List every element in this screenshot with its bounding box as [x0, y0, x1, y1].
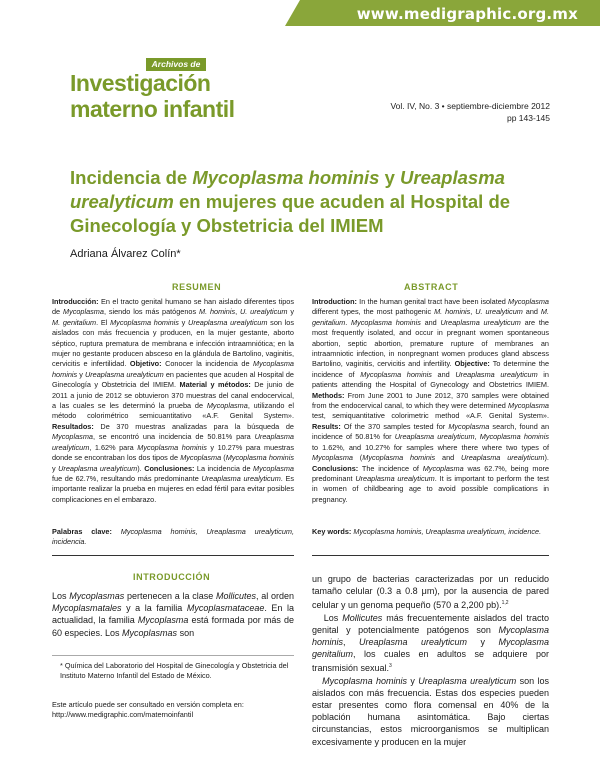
article-title: [70, 166, 550, 238]
pages-line: pp 143-145: [506, 113, 550, 123]
intro-col1: Los Mycoplasmas pertenecen a la clase Mollicutes, al orden Mycoplasmatales y a la familia Mycoplasmataceae. En la actualidad, la familia Mycoplasma está formada por más de 60 especies. Los Mycoplasmas son: [52, 591, 295, 638]
journal-name-line1: Investigación: [70, 70, 211, 96]
abstract-keywords: [312, 527, 549, 537]
volume-line: Vol. IV, No. 3 • septiembre-diciembre 2012: [390, 101, 550, 111]
resumen-rule: [52, 555, 294, 556]
intro-col2: un grupo de bacterias caracterizadas por un reducido tamaño celular (0.3 a 0.8 μm), por la ausencia de pared celular y un genoma pequeño (570 a 2,200 pb).$^{1,2}$ Los Mollicutes más frecuentemente aislados del tracto genital y potencialmente patógenos son Mycoplasma hominis, Ureaplasma urealyticum y Mycoplasma genitalium, los cuales en adultos se adquiere por transmisión sexual.$^3$ Mycoplasma hominis y Ureaplasma urealyticum son los aislados con más frecuencia. Estas dos especies pueden estar presentes como flora comensal en 40% de la población humana asintomática. Bajo ciertas circunstancias, estos microorganismos se multiplican excesivamente y producen en la mujer: [312, 574, 550, 747]
issue-info: [390, 100, 550, 124]
author: Adriana Álvarez Colín*: [70, 248, 181, 260]
footnote-url[interactable]: http://www.medigraphic.com/maternoinfantil: [52, 710, 194, 719]
journal-name-line2: materno infantil: [70, 96, 235, 122]
title-pre: Incidencia de: [70, 167, 193, 188]
keywords-label-en: Key words:: [312, 527, 352, 536]
footnote-affiliation: * Química del Laboratorio del Hospital de Ginecología y Obstetricia del Instituto Materno Infantil del Estado de México.: [60, 661, 289, 680]
resumen-keywords: [52, 527, 294, 548]
keywords-es: Mycoplasma hominis, Ureaplasma urealyticum, incidencia.: [52, 527, 294, 547]
intro-heading: INTRODUCCIÓN: [133, 572, 211, 582]
abstract-body: Introduction: In the human genital tract have been isolated Mycoplasma different types, the most pathogenic M. hominis, U. urealyticum and M. genitalium. Mycoplasma hominis and Ureaplasma urealyticum are the most frequently isolated, and occur in pregnant women spontaneous abortion, septic abortion, premature rupture of membranes an intraamniotic infection, in nonpregnant women produces gland abscess Bartolino, vaginitis, cervicitis and infertility. Objective: To determine the incidence of Mycoplasma hominis and Ureaplasma urealyticum in patients attending the Hospital of Gynecology and Obstetrics IMIEM. Methods: From June 2001 to June 2012, 370 samples were obtained from the endocervical canal, to which they were determined Mycoplasma test, semiquantitative colorimetric method «A.F. Genital System». Results: Of the 370 samples tested for Mycoplasma search, found an incidence of 50.81% for Ureaplasma urealyticum, Mycoplasma hominis to 1.62%, and 10.27% for samples where there where two types of Mycoplasma (Mycoplasma hominis and Ureaplasma urealyticum). Conclusions: The incidence of Mycoplasma was 62.7%, being more predominant Ureaplasma urealyticum. It is important to perform the test in women of childbearing age to avoid possible complications in pregnancy.: [312, 297, 550, 504]
abstract-heading: ABSTRACT: [404, 282, 459, 292]
resumen-heading: RESUMEN: [172, 282, 222, 292]
footnote-online-text: Este artículo puede ser consultado en versión completa en:: [52, 700, 244, 709]
title-species-2: Ureaplasma urealyticum: [70, 167, 505, 212]
resumen-body: Introducción: En el tracto genital humano se han aislado diferentes tipos de Mycoplasma, siendo los más patógenos M. hominis, U. urealyticum y M. genitalium. El Mycoplasma hominis y Ureaplasma urealyticum son los aislados con más frecuencia y producen, en la mujer gestante, aborto séptico, ruptura prematura de membrana e infección intraamniótica; en la mujer no gestante producen absceso en la glándula de Bartolino, vaginitis, cervicitis e infertilidad. Objetivo: Conocer la incidencia de Mycoplasma hominis y Ureaplasma urealyticum en pacientes que acuden al Hospital de Ginecología y Obstetricia del IMIEM. Material y métodos: De junio de 2011 a junio de 2012 se obtuvieron 370 muestras del canal endocervical, a las cuales se les determinó la prueba de Mycoplasma, utilizando el método colorimétrico semicuantitativo «A.F. Genital System». Resultados: De 370 muestras analizadas para la búsqueda de Mycoplasma, se encontró una incidencia de 50.81% para Ureaplasma urealyticum, 1.62% para Mycoplasma hominis y 10.27% para muestras donde se encontraban los dos tipos de Mycoplasma (Mycoplasma hominis y Ureaplasma urealyticum). Conclusiones: La incidencia de Mycoplasma fue de 62.7%, resultando más predominante Ureaplasma urealyticum. Es importante realizar la prueba en mujeres en edad fértil para evitar posibles complicaciones en el embarazo.: [52, 297, 295, 504]
site-url[interactable]: www.medigraphic.org.mx: [356, 5, 578, 23]
title-species-1: Mycoplasma hominis: [192, 167, 380, 188]
abstract-rule: [312, 555, 549, 556]
title-post: en mujeres que acuden al Hospital de Ginecología y Obstetricia del IMIEM: [70, 191, 511, 236]
footnote-online: [52, 700, 294, 720]
keywords-label-es: Palabras clave:: [52, 527, 112, 536]
keywords-en: Mycoplasma hominis, Ureaplasma urealyticum, incidence.: [351, 527, 542, 536]
footnote-rule: [52, 655, 294, 656]
journal-kicker: Archivos de: [151, 59, 201, 69]
title-mid: y: [379, 167, 401, 188]
site-banner: [0, 0, 600, 26]
